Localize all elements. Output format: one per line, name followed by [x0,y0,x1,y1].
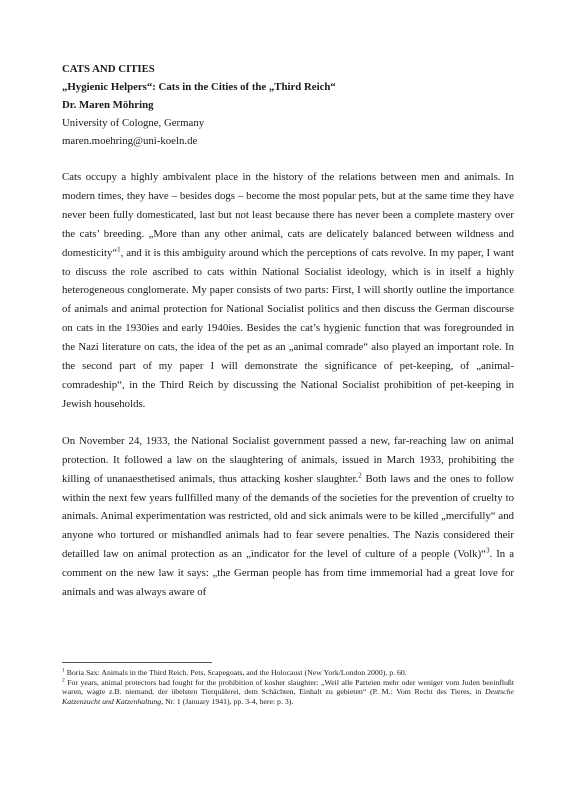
footnote-2-text-b: , Nr. 1 (January 1941), pp. 3-4, here: p. 3). [161,696,294,706]
footnote-1 [62,668,514,678]
footnote-1-number: 1 [62,667,65,674]
footnote-2 [62,678,514,707]
author-email: maren.moehring@uni-koeln.de [62,135,198,147]
paragraph-1 [62,168,514,414]
footnote-1-text: Boria Sax: Animals in the Third Reich. Pets, Scapegoats, and the Holocaust (New York/London 2000), p. 60. [64,668,407,677]
paragraph-2-text-c: . In a comment on the new law it says: „the German people has from time immemorial had a great love for animals and was always aware of [62,548,515,599]
affiliation: University of Cologne, Germany [62,117,205,129]
author-name: Dr. Maren Möhring [62,99,154,111]
paragraph-2 [62,432,514,602]
paragraph-2-text-a: On November 24, 1933, the National Socialist government passed a new, far-reaching law on animal protection. It followed a law on the slaughtering of animals, issued in March 1933, prohibiting the killing of unanaesthetised animals, thus attacking kosher slaughter. [62,434,514,485]
paragraph-1-text-b: , and it is this ambiguity around which the perceptions of cats revolve. In my paper, I want to discuss the role ascribed to cats within National Socialist ideology, which is in itself a highly heterogeneous conglomerate. My paper consists of two parts: First, I will shortly outline the importance of animals and animal protection for National Socialist politics and then discuss the German discourse on cats in the 1930ies and early 1940ies. Besides the cat’s hygienic function that was foregrounded in the Nazi literature on cats, the idea of the pet as an „animal comrade“ also played an important role. In the second part of my paper I will demonstrate the significance of pet-keeping, of „animal-comradeship“, in the Third Reich by discussing the National Socialist prohibition of pet-keeping in Jewish households. [62,246,514,410]
footnote-ref-2: 2 [358,471,362,479]
document-header [62,60,514,150]
footnote-2-text-a: For years, animal protectors had fought for the prohibition of kosher slaughter: „Weil alle Parteien mehr oder weniger vom Juden beeinflußt waren, wagte z.B. niemand, der übelsten Tierquälerei, dem Schächten, Einhalt zu gebieten“ (P. M.: Vom Recht des Tieres, in [62,677,514,697]
footnote-divider [62,662,212,663]
paragraph-1-text-a: Cats occupy a highly ambivalent place in the history of the relations between men and animals. In modern times, they have – besides dogs – become the most popular pets, but at the same time they have never been fully domesticated, last but not least because there has never been a complete mastery over the cats’ breeding. „More than any other animal, cats are delicately balanced between wildness and domesticity“ [62,171,514,259]
footnote-2-journal-title: Deutsche Katzenzucht und Katzenhaltung [62,687,514,706]
paper-title: „Hygienic Helpers“: Cats in the Cities of the „Third Reich“ [62,81,336,93]
footnote-ref-3: 3 [485,546,490,555]
footnote-ref-1: 1 [117,245,121,254]
footnotes [62,668,514,706]
section-heading: CATS AND CITIES [62,63,155,75]
footnote-2-number: 2 [62,677,65,683]
document-page [62,60,514,602]
paragraph-2-text-b: Both laws and the ones to follow within the next few years fullfilled many of the demands of the societies for the prevention of cruelty to animals. Animal experimentation was restricted, old and sick animals were to be killed „mercifully“ and anyone who tortured or mishandled animals had to fear severe penalties. The Nazis considered their detailled law on animal protection as an „indicator for the level of culture of a people (Volk)“ [62,472,514,561]
